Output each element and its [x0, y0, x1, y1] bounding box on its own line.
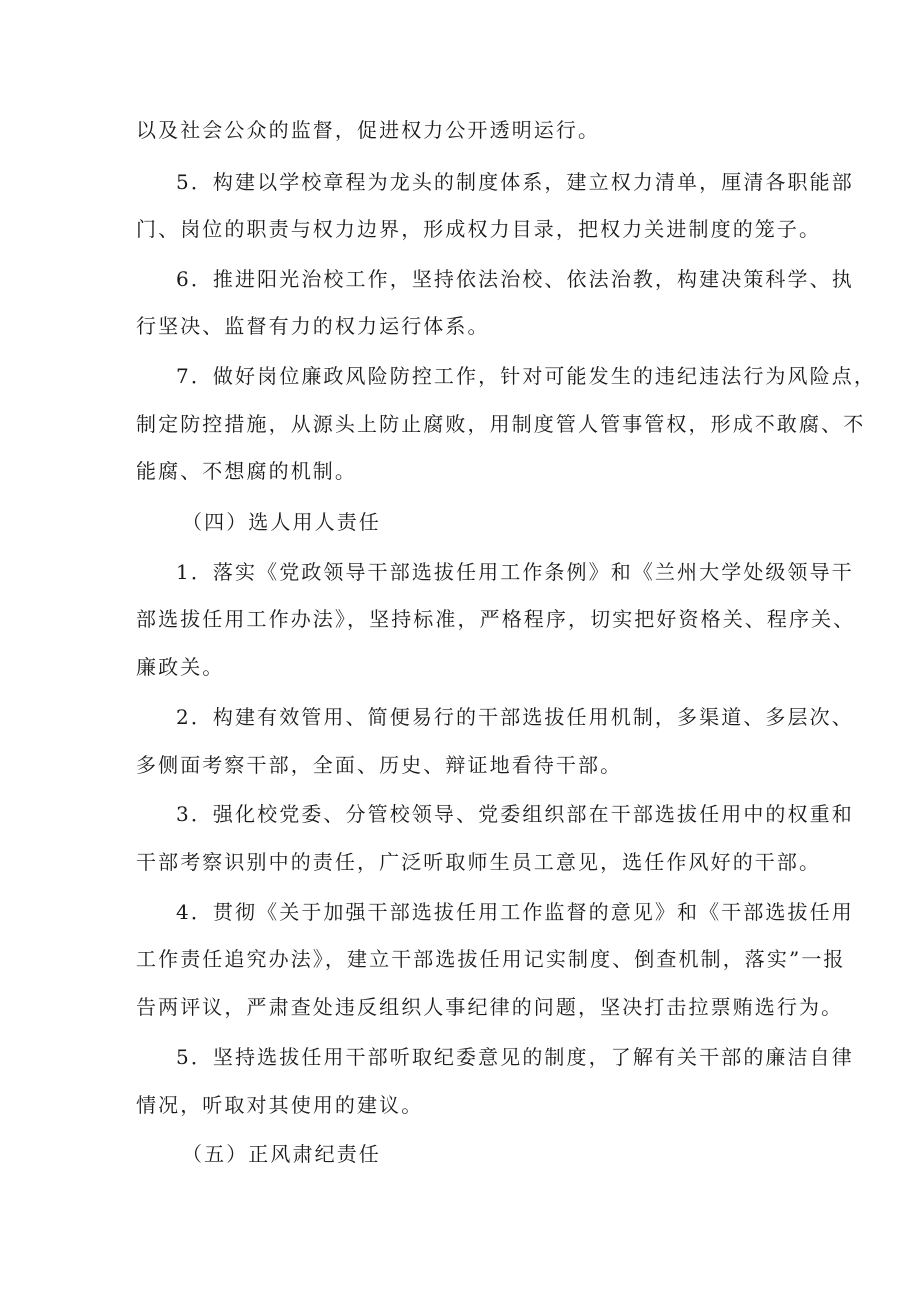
text-line: 工作责任追究办法》，建立干部选拔任用记实制度、倒查机制，落实”一报	[136, 947, 846, 971]
text-line: 告两评议，严肃查处违反组织人事纪律的问题，坚决打击拉票贿选行为。	[136, 995, 844, 1019]
text-line: 6．推进阳光治校工作，坚持依法治校、依法治教，构建决策科学、执	[176, 267, 854, 291]
text-line: 制定防控措施，从源头上防止腐败，用制度管人管事管权，形成不敢腐、不	[136, 412, 866, 436]
text-line: 行坚决、监督有力的权力运行体系。	[136, 314, 490, 338]
text-line: 4．贯彻《关于加强干部选拔任用工作监督的意见》和《干部选拔任用	[176, 900, 854, 924]
text-line: 5．坚持选拔任用干部听取纪委意见的制度，了解有关干部的廉洁自律	[176, 1045, 854, 1069]
text-line: 多侧面考察干部，全面、历史、辩证地看待干部。	[136, 753, 623, 777]
text-line: 门、岗位的职责与权力边界，形成权力目录，把权力关进制度的笼子。	[136, 217, 822, 241]
text-line: 能腐、不想腐的机制。	[136, 459, 357, 483]
text-line: 情况，听取对其使用的建议。	[136, 1093, 424, 1117]
text-line: 3．强化校党委、分管校领导、党委组织部在干部选拔任用中的权重和	[176, 802, 854, 826]
text-line: 7．做好岗位廉政风险防控工作，针对可能发生的违纪违法行为风险点，	[176, 364, 876, 388]
text-line: 廉政关。	[136, 655, 225, 679]
text-line: 5．构建以学校章程为龙头的制度体系，建立权力清单，厘清各职能部	[176, 170, 854, 194]
text-line: 部选拔任用工作办法》，坚持标准，严格程序，切实把好资格关、程序关、	[136, 607, 856, 631]
section-heading: （四）选人用人责任	[182, 510, 381, 534]
text-line: 2．构建有效管用、简便易行的干部选拔任用机制，多渠道、多层次、	[176, 705, 854, 729]
text-line: 1．落实《党政领导干部选拔任用工作条例》和《兰州大学处级领导干	[176, 560, 854, 584]
section-heading: （五）正风肃纪责任	[182, 1142, 381, 1166]
text-line: 干部考察识别中的责任，广泛听取师生员工意见，选任作风好的干部。	[136, 850, 822, 874]
text-line: 以及社会公众的监督，促进权力公开透明运行。	[136, 118, 601, 142]
